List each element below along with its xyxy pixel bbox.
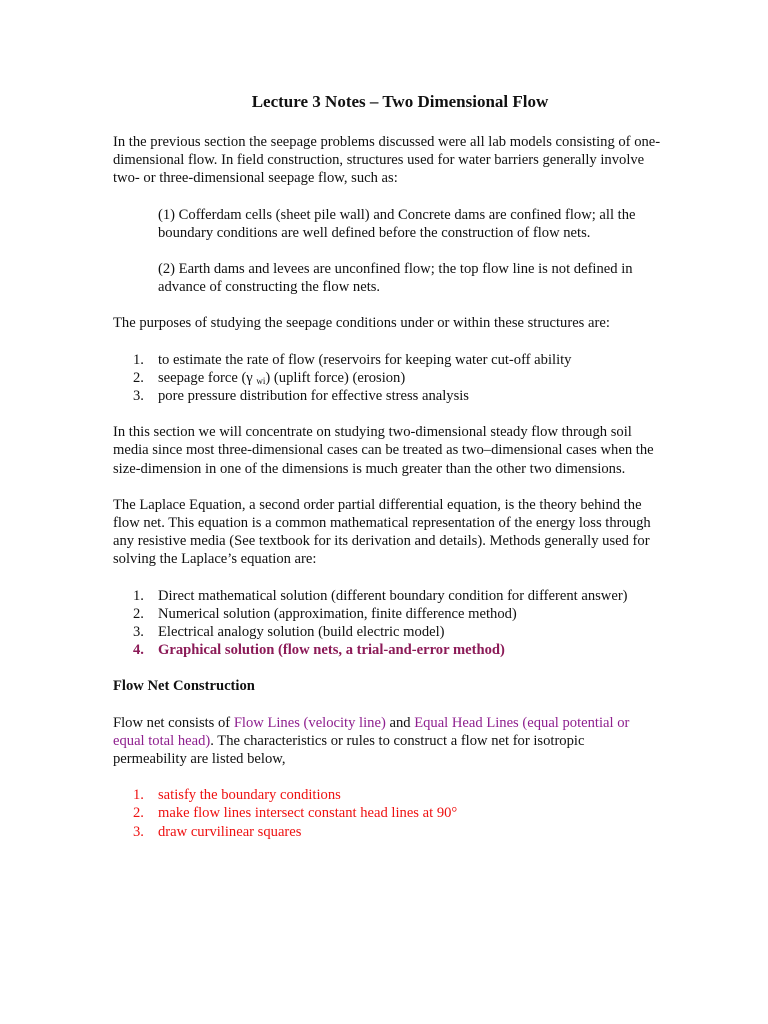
list-number: 2. (133, 805, 144, 822)
list-item (113, 605, 661, 623)
list-number: 3. (133, 624, 144, 641)
purposes-intro: The purposes of studying the seepage conditions under or within these structures are: (113, 315, 610, 332)
purposes-list (113, 351, 661, 406)
list-item-highlighted (113, 641, 661, 659)
list-number: 4. (133, 642, 144, 659)
list-item-text: Electrical analogy solution (build electric model) (158, 624, 445, 641)
rules-list (113, 786, 661, 841)
case-confined-flow: (1) Cofferdam cells (sheet pile wall) and Concrete dams are confined flow; all the boundary conditions are well defined before the construction of flow nets. (158, 206, 636, 241)
case-unconfined-flow: (2) Earth dams and levees are unconfined flow; the top flow line is not defined in advance of constructing the flow nets. (158, 261, 633, 296)
list-item (113, 823, 661, 841)
list-item-text: to estimate the rate of flow (reservoirs for keeping water cut-off ability (158, 351, 572, 368)
list-item-text: pore pressure distribution for effective stress analysis (158, 388, 469, 405)
flow-net-text: . The characteristics or rules to construct a flow net for isotropic permeability are listed below, (113, 732, 585, 768)
list-number: 1. (133, 587, 144, 604)
list-item-text: Direct mathematical solution (different boundary condition for different answer) (158, 587, 628, 604)
flow-net-text: and (385, 714, 415, 731)
document-title: Lecture 3 Notes – Two Dimensional Flow (251, 92, 549, 111)
gamma-subscript: wi (256, 375, 266, 386)
document-page (113, 91, 661, 841)
list-number: 2. (133, 605, 144, 622)
list-number: 2. (133, 369, 144, 386)
list-item (113, 786, 661, 804)
list-item-text: Graphical solution (flow nets, a trial-and-error method) (158, 642, 505, 659)
section-paragraph: In this section we will concentrate on studying two-dimensional steady flow through soil media since most three-dimensional cases can be treated as two–dimensional cases when the size-dimension in one of the dimensions is much greater than the other two dimensions. (113, 424, 654, 477)
list-item (113, 804, 661, 822)
list-item (113, 351, 661, 369)
laplace-paragraph: The Laplace Equation, a second order partial differential equation, is the theory behind the flow net. This equation is a common mathematical representation of the energy loss through any resistive media (See textbook for its derivation and details). Methods generally used for solving the Laplace’s equation are: (113, 496, 651, 568)
methods-list (113, 587, 661, 660)
list-item-text: make flow lines intersect constant head lines at 90° (158, 805, 458, 822)
list-item-text: draw curvilinear squares (158, 823, 302, 840)
list-item (113, 587, 661, 605)
list-item (113, 623, 661, 641)
intro-paragraph: In the previous section the seepage problems discussed were all lab models consisting of one-dimensional flow. In field construction, structures used for water barriers generally involve two- or three-dimensional seepage flow, such as: (113, 134, 661, 187)
list-item (113, 387, 661, 405)
list-item-text-continued: ) (uplift force) (erosion) (265, 369, 406, 386)
list-item-text: Numerical solution (approximation, finite difference method) (158, 605, 517, 622)
list-number: 3. (133, 388, 144, 405)
list-item (113, 369, 661, 387)
list-number: 3. (133, 823, 144, 840)
section-heading: Flow Net Construction (113, 678, 255, 695)
equal-head-lines-term: Equal Head Lines (equal potential or equal total head) (113, 714, 630, 749)
list-number: 1. (133, 351, 144, 368)
flow-net-paragraph (113, 714, 661, 769)
flow-lines-term: Flow Lines (velocity line) (233, 714, 386, 731)
flow-net-text: Flow net consists of (113, 714, 234, 731)
list-number: 1. (133, 787, 144, 804)
list-item-text: seepage force (γ (158, 369, 257, 386)
list-item-text: satisfy the boundary conditions (158, 787, 341, 804)
